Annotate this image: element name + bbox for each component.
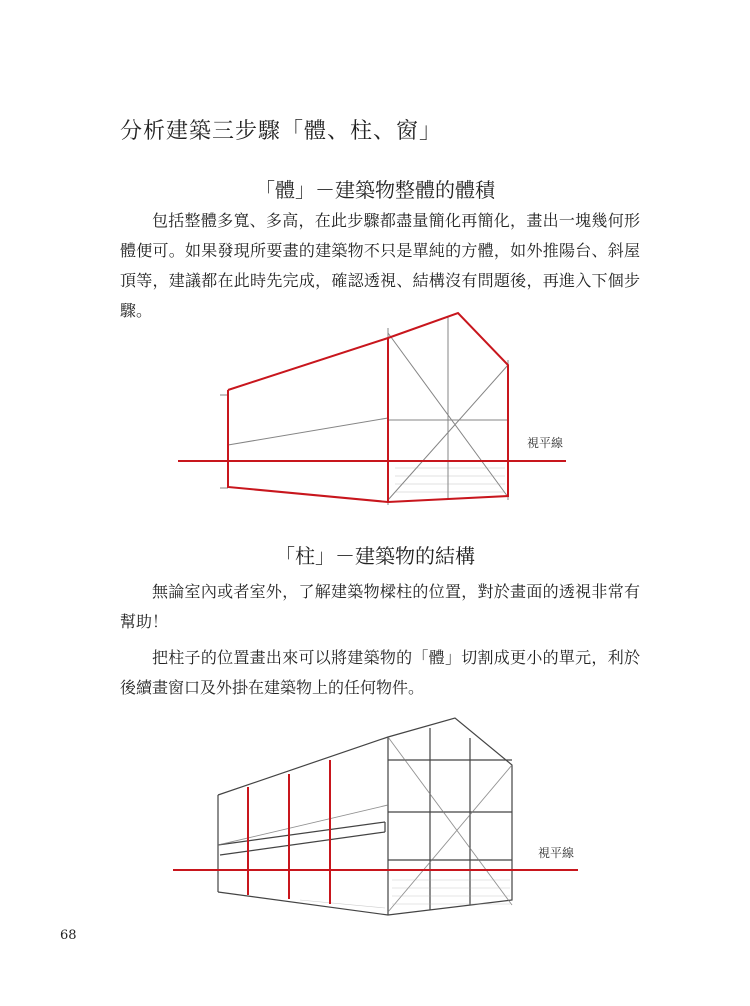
section-heading-volume: 「體」－建築物整體的體積 xyxy=(255,178,495,202)
section-heading-structure: 「柱」－建築物的結構 xyxy=(275,544,475,568)
horizon-label-2: 視平線 xyxy=(538,846,575,860)
page-title: 分析建築三步驟「體、柱、窗」 xyxy=(120,119,443,144)
horizon-label-1: 視平線 xyxy=(527,436,564,450)
paragraph-structure-2: 把柱子的位置畫出來可以將建築物的「體」切割成更小的單元，利於後續畫窗口及外掛在建築物上的任何物件。 xyxy=(120,648,640,697)
page-number: 68 xyxy=(60,928,77,943)
paragraph-structure-1: 無論室內或者室外，了解建築物樑柱的位置，對於畫面的透視非常有幫助！ xyxy=(120,582,640,631)
paragraph-volume: 包括整體多寬、多高，在此步驟都盡量簡化再簡化，畫出一塊幾何形體便可。如果發現所要畫的建築物不只是單純的方體，如外推陽台、斜屋頂等，建議都在此時先完成，確認透視、結構沒有問題後，再進入下個步驟。 xyxy=(120,211,640,320)
